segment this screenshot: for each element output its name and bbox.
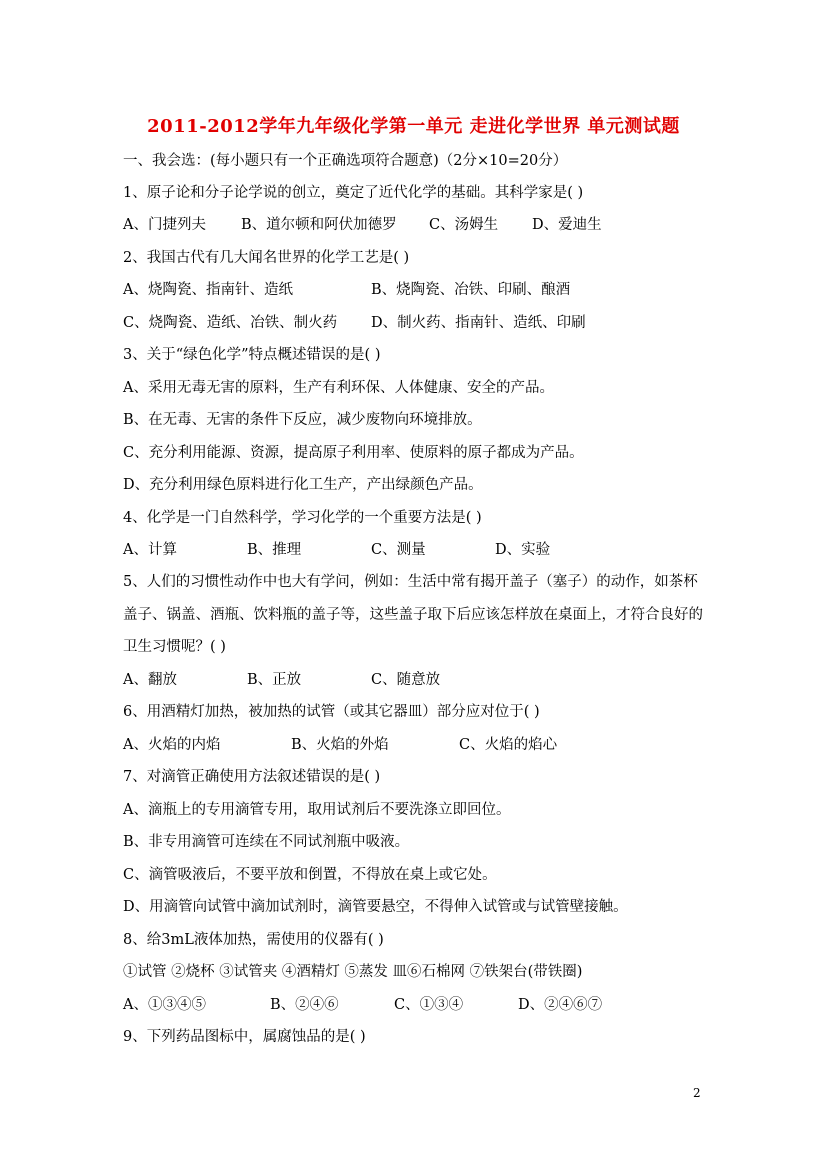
page-title: 2011-2012学年九年级化学第一单元 走进化学世界 单元测试题 (147, 116, 680, 137)
q2-option-d: D、制火药、指南针、造纸、印刷 (371, 315, 586, 331)
q3-option-d: D、充分利用绿色原料进行化工生产，产出绿颜色产品。 (123, 477, 483, 493)
q1-option-c: C、汤姆生 (429, 217, 499, 233)
q1-option-a: A、门捷列夫 (123, 217, 206, 233)
question-2-stem: 2、我国古代有几大闻名世界的化学工艺是( ) (123, 250, 410, 266)
q3-option-c: C、充分利用能源、资源，提高原子利用率、使原料的原子都成为产品。 (123, 445, 584, 461)
q8-option-c: C、①③④ (394, 997, 464, 1013)
q2-option-a: A、烧陶瓷、指南针、造纸 (123, 282, 293, 298)
question-1-stem: 1、原子论和分子论学说的创立，奠定了近代化学的基础。其科学家是( ) (123, 185, 584, 201)
q7-option-d: D、用滴管向试管中滴加试剂时，滴管要悬空，不得伸入试管或与试管壁接触。 (123, 899, 628, 915)
q5-option-c: C、随意放 (371, 672, 441, 688)
q8-option-a: A、①③④⑤ (123, 997, 206, 1013)
question-7-stem: 7、对滴管正确使用方法叙述错误的是( ) (123, 769, 381, 785)
question-8-items: ①试管 ②烧杯 ③试管夹 ④酒精灯 ⑤蒸发 皿⑥石棉网 ⑦铁架台(带铁圈) (123, 964, 583, 980)
q6-option-a: A、火焰的内焰 (123, 737, 221, 753)
q4-option-c: C、测量 (371, 542, 426, 558)
q4-option-b: B、推理 (247, 542, 302, 558)
q7-option-b: B、非专用滴管可连续在不同试剂瓶中吸液。 (123, 834, 410, 850)
q4-option-a: A、计算 (123, 542, 177, 558)
question-6-stem: 6、用酒精灯加热，被加热的试管（或其它器皿）部分应对位于( ) (123, 704, 540, 720)
question-5-stem-line3: 卫生习惯呢？( ) (123, 639, 226, 655)
q6-option-b: B、火焰的外焰 (291, 737, 389, 753)
q1-option-b: B、道尔顿和阿伏加德罗 (241, 217, 397, 233)
question-8-stem: 8、给3mL液体加热，需使用的仪器有( ) (123, 932, 384, 948)
q8-option-d: D、②④⑥⑦ (518, 997, 603, 1013)
q3-option-a: A、采用无毒无害的原料，生产有利环保、人体健康、安全的产品。 (123, 380, 554, 396)
q8-option-b: B、②④⑥ (270, 997, 339, 1013)
q7-option-c: C、滴管吸液后，不要平放和倒置，不得放在桌上或它处。 (123, 867, 497, 883)
q2-option-b: B、烧陶瓷、冶铁、印刷、酿酒 (371, 282, 571, 298)
q3-option-b: B、在无毒、无害的条件下反应，减少废物向环境排放。 (123, 412, 482, 428)
q2-option-c: C、烧陶瓷、造纸、冶铁、制火药 (123, 315, 338, 331)
section-heading: 一、我会选：(每小题只有一个正确选项符合题意)（2分×10=20分） (123, 153, 568, 169)
question-5-stem-line2: 盖子、锅盖、酒瓶、饮料瓶的盖子等，这些盖子取下后应该怎样放在桌面上，才符合良好的 (123, 607, 703, 623)
page-number: 2 (693, 1086, 701, 1100)
question-9-stem: 9、下列药品图标中，属腐蚀品的是( ) (123, 1029, 366, 1045)
q5-option-a: A、翻放 (123, 672, 177, 688)
q1-option-d: D、爱迪生 (532, 217, 602, 233)
question-3-stem: 3、关于“绿色化学”特点概述错误的是( ) (123, 347, 381, 363)
q7-option-a: A、滴瓶上的专用滴管专用，取用试剂后不要洗涤立即回位。 (123, 802, 511, 818)
q5-option-b: B、正放 (247, 672, 302, 688)
q4-option-d: D、实验 (495, 542, 551, 558)
question-5-stem-line1: 5、人们的习惯性动作中也大有学问，例如：生活中常有揭开盖子（塞子）的动作，如茶杯 (123, 574, 698, 590)
question-4-stem: 4、化学是一门自然科学，学习化学的一个重要方法是( ) (123, 510, 482, 526)
q6-option-c: C、火焰的焰心 (459, 737, 558, 753)
